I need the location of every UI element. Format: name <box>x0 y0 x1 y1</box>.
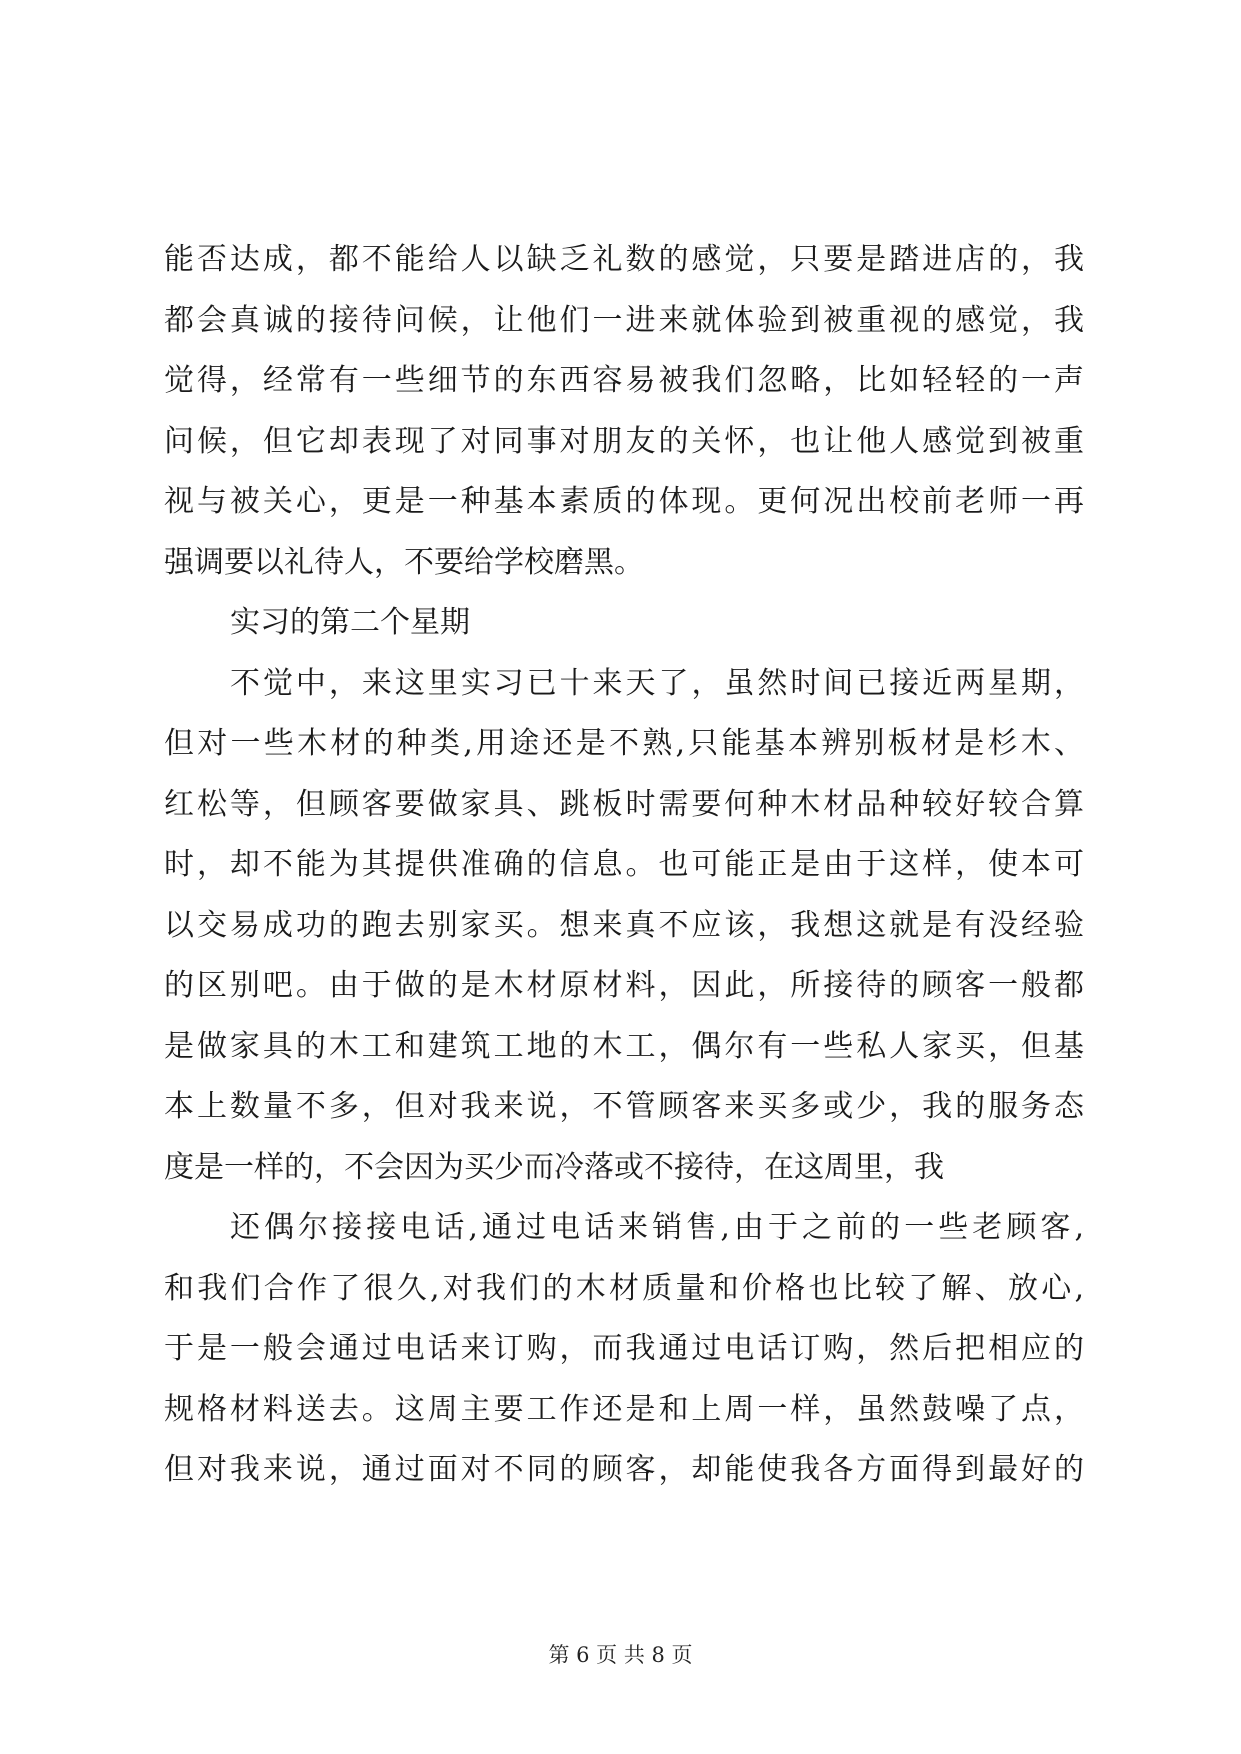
text-line: 不觉中，来这里实习已十来天了，虽然时间已接近两星期， <box>230 665 1084 701</box>
text-line: 度是一样的，不会因为买少而冷落或不接待，在这周里，我 <box>164 1149 944 1185</box>
text-line: 但对我来说，通过面对不同的顾客，却能使我各方面得到最好的 <box>164 1452 1084 1487</box>
text-line: 但对一些木材的种类,用途还是不熟,只能基本辨别板材是杉木、 <box>164 726 1084 761</box>
text-line: 能否达成，都不能给人以缺乏礼数的感觉，只要是踏进店的，我 <box>164 242 1084 277</box>
text-line: 本上数量不多，但对我来说，不管顾客来买多或少，我的服务态 <box>164 1089 1084 1124</box>
text-line: 是做家具的木工和建筑工地的木工，偶尔有一些私人家买，但基 <box>164 1028 1084 1064</box>
text-line: 还偶尔接接电话,通过电话来销售,由于之前的一些老顾客, <box>230 1210 1084 1245</box>
text-line: 视与被关心，更是一种基本素质的体现。更何况出校前老师一再 <box>164 484 1084 519</box>
text-line: 红松等，但顾客要做家具、跳板时需要何种木材品种较好较合算 <box>164 786 1084 822</box>
page-footer <box>0 1640 1241 1670</box>
section-heading: 实习的第二个星期 <box>230 605 470 640</box>
body-text <box>164 230 1084 1501</box>
text-line: 和我们合作了很久,对我们的木材质量和价格也比较了解、放心, <box>164 1270 1084 1306</box>
text-line: 的区别吧。由于做的是木材原材料，因此，所接待的顾客一般都 <box>164 968 1084 1003</box>
text-line: 都会真诚的接待问候，让他们一进来就体验到被重视的感觉，我 <box>164 302 1084 338</box>
text-line: 强调要以礼待人，不要给学校磨黑。 <box>164 544 644 580</box>
text-line: 时，却不能为其提供准确的信息。也可能正是由于这样，使本可 <box>164 847 1084 882</box>
text-line: 于是一般会通过电话来订购，而我通过电话订购，然后把相应的 <box>164 1331 1084 1366</box>
page-number-label: 第 6 页 共 8 页 <box>548 1643 693 1667</box>
text-line: 问候，但它却表现了对同事对朋友的关怀，也让他人感觉到被重 <box>164 423 1084 459</box>
text-line: 以交易成功的跑去别家买。想来真不应该，我想这就是有没经验 <box>164 907 1084 943</box>
text-line: 规格材料送去。这周主要工作还是和上周一样，虽然鼓噪了点， <box>164 1391 1084 1427</box>
text-line: 觉得，经常有一些细节的东西容易被我们忽略，比如轻轻的一声 <box>164 363 1084 398</box>
